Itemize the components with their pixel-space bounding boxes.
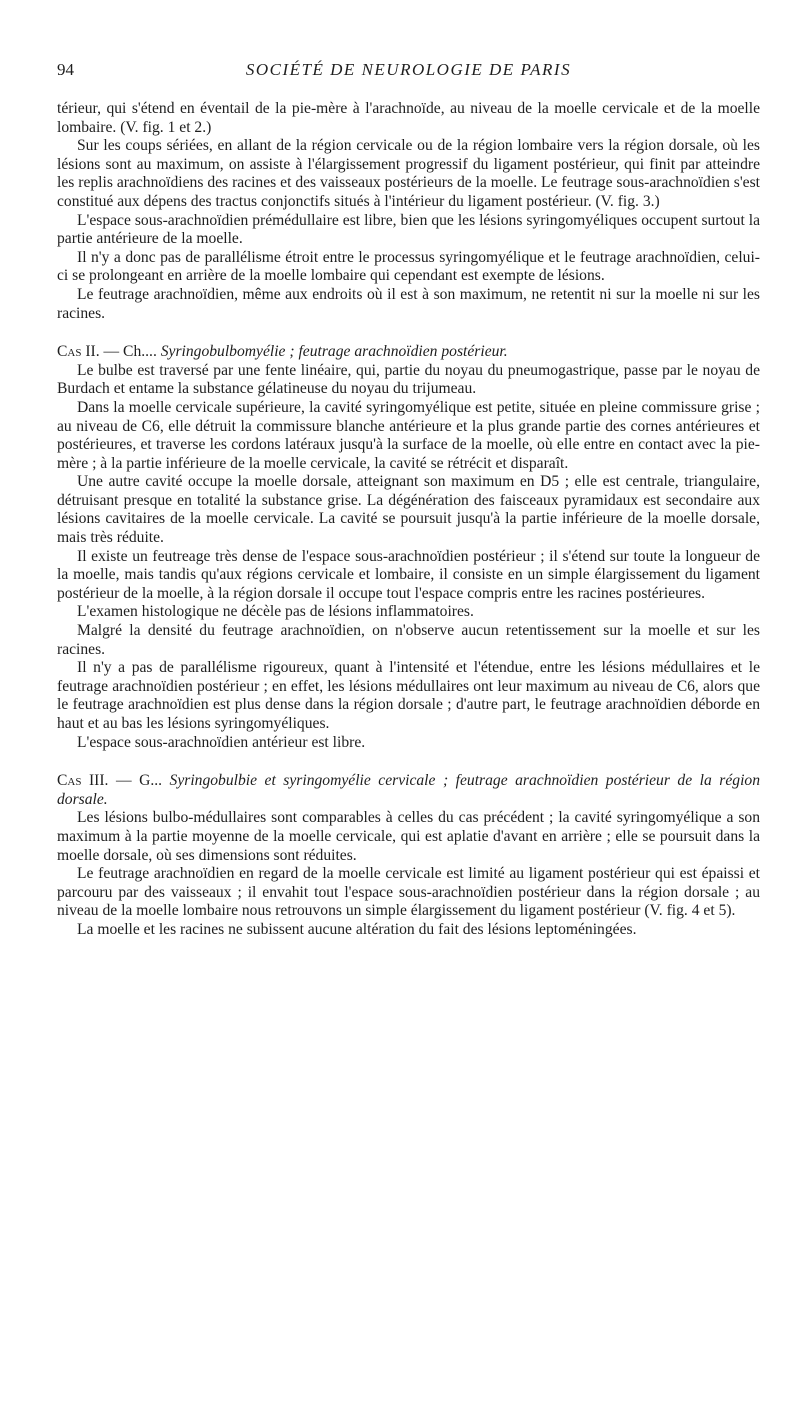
paragraph: Sur les coups sériées, en allant de la région cervicale ou de la région lombaire vers la région dorsale, où les lésions sont au maximum, on assiste à l'élargissement progressif du ligament postérieur, qui finit par atteindre les replis arachnoïdiens des racines et des vaisseaux postérieurs de la moelle. Le feutrage sous-arachnoïdien s'est constitué aux dépens des tractus conjonctifs situés à l'intérieur du ligament postérieur. (V. fig. 3.)	[57, 137, 760, 210]
running-title: SOCIÉTÉ DE NEUROLOGIE DE PARIS	[245, 60, 572, 79]
paragraph: Il n'y a pas de parallélisme rigoureux, quant à l'intensité et l'étendue, entre les lésions médullaires et le feutrage arachnoïdien postérieur ; en effet, les lésions médullaires ont leur maximum au niveau de C6, alors que le feutrage arachnoïdien est plus dense dans la région dorsale ; d'autre part, le feutrage arachnoïdien déborde en haut et au bas les lésions syringomyéliques.	[57, 659, 760, 732]
body-text	[57, 100, 760, 940]
case-heading	[57, 343, 760, 362]
page-number: 94	[57, 60, 74, 79]
paragraph: Les lésions bulbo-médullaires sont comparables à celles du cas précédent ; la cavité syringomyélique a son maximum à la partie moyenne de la moelle cervicale, qui est aplatie d'avant en arrière ; elle se poursuit dans la moelle dorsale, où ses dimensions sont réduites.	[57, 809, 760, 864]
case-title: Syringobulbie et syringomyélie cervicale ; feutrage arachnoïdien postérieur de la région dorsale.	[57, 772, 760, 808]
paragraph: L'espace sous-arachnoïdien antérieur est libre.	[77, 733, 366, 751]
paragraph: Le feutrage arachnoïdien en regard de la moelle cervicale est limité au ligament postérieur qui est épaissi et parcouru par des vaisseaux ; il envahit tout l'espace sous-arachnoïdien postérieur dans la région dorsale ; au niveau de la moelle lombaire nous retrouvons un simple élargissement du ligament postérieur (V. fig. 4 et 5).	[57, 865, 760, 920]
paragraph: Le feutrage arachnoïdien, même aux endroits où il est à son maximum, ne retentit ni sur la moelle ni sur les racines.	[57, 285, 760, 322]
case-lead: — Ch....	[99, 343, 161, 361]
paragraph: térieur, qui s'étend en éventail de la pie-mère à l'arachnoïde, au niveau de la moelle cervicale et de la moelle lombaire. (V. fig. 1 et 2.)	[57, 100, 760, 136]
case-heading	[57, 772, 760, 809]
paragraph: Le bulbe est traversé par une fente linéaire, qui, partie du noyau du pneumogastrique, passe par le noyau de Burdach et entame la substance gélatineuse du noyau du trijumeau.	[57, 361, 760, 398]
paragraph: Il existe un feutreage très dense de l'espace sous-arachnoïdien postérieur ; il s'étend sur toute la longueur de la moelle, mais tandis qu'aux régions cervicale et lombaire, il consiste en un simple élargissement du ligament postérieur de la moelle, à la région dorsale il occupe tout l'espace compris entre les racines postérieures.	[57, 547, 760, 602]
paragraph: Malgré la densité du feutrage arachnoïdien, on n'observe aucun retentissement sur la moelle et sur les racines.	[57, 622, 760, 658]
page-header	[57, 60, 760, 90]
paragraph: L'espace sous-arachnoïdien prémédullaire est libre, bien que les lésions syringomyéliques occupent surtout la partie antérieure de la moelle.	[57, 211, 760, 248]
paragraph: L'examen histologique ne décèle pas de lésions inflammatoires.	[77, 603, 474, 621]
paragraph: La moelle et les racines ne subissent aucune altération du fait des lésions leptoméningées.	[77, 920, 637, 938]
case-lead: — G...	[108, 772, 170, 790]
paragraph: Il n'y a donc pas de parallélisme étroit entre le processus syringomyélique et le feutrage arachnoïdien, celui-ci se prolongeant en arrière de la moelle lombaire qui cependant est exempte de lésions.	[57, 248, 760, 285]
case-label: Cas II.	[57, 343, 100, 361]
paragraph: Dans la moelle cervicale supérieure, la cavité syringomyélique est petite, située en pleine commissure grise ; au niveau de C6, elle détruit la commissure blanche antérieure et la plus grande partie des cornes antérieures et postérieures, et traverse les cordons latéraux jusqu'à la surface de la moelle, où elle entre en contact avec la pie-mère ; à la partie inférieure de la moelle cervicale, la cavité se rétrécit et disparaît.	[57, 398, 760, 472]
case-title: Syringobulbomyélie ; feutrage arachnoïdien postérieur.	[160, 343, 508, 361]
case-label: Cas III.	[57, 772, 109, 790]
paragraph: Une autre cavité occupe la moelle dorsale, atteignant son maximum en D5 ; elle est centrale, triangulaire, détruisant presque en totalité la substance grise. La dégénération des faisceaux pyramidaux est secondaire aux lésions cavitaires de la moelle cervicale. La cavité se poursuit jusqu'à la partie inférieure de la moelle dorsale, mais très réduite.	[57, 473, 760, 547]
